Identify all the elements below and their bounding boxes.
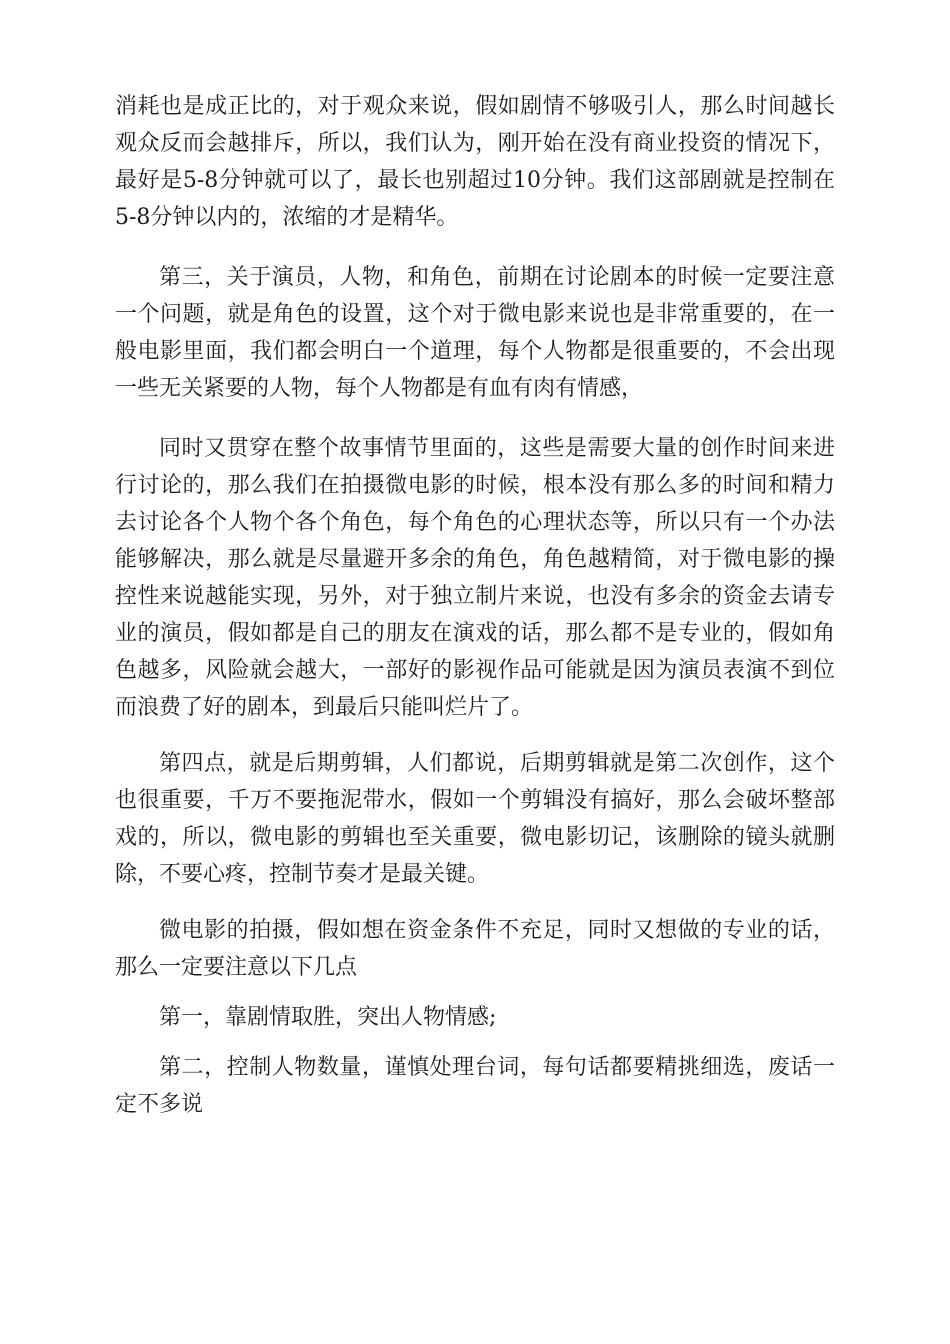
paragraph-3: 同时又贯穿在整个故事情节里面的，这些是需要大量的创作时间来进行讨论的，那么我们在拍摄微电影的时候，根本没有那么多的时间和精力去讨论各个人物个各个角色，每个角色的心理状态等，所以只有一个办法能够解决，那么就是尽量避开多余的角色，角色越精简，对于微电影的操控性来说越能实现，另外，对于独立制片来说，也没有多余的资金去请专业的演员，假如都是自己的朋友在演戏的话，那么都不是专业的，假如角色越多，风险就会越大，一部好的影视作品可能就是因为演员表演不到位而浪费了好的剧本，到最后只能叫烂片了。 bbox=[115, 436, 835, 720]
paragraph-5: 微电影的拍摄，假如想在资金条件不充足，同时又想做的专业的话，那么一定要注意以下几点 bbox=[115, 918, 835, 980]
document-body bbox=[115, 88, 835, 1123]
paragraph-1: 消耗也是成正比的，对于观众来说，假如剧情不够吸引人，那么时间越长观众反而会越排斥，所以，我们认为，刚开始在没有商业投资的情况下，最好是5-8分钟就可以了，最长也别超过10分钟。我们这部剧就是控制在5-8分钟以内的，浓缩的才是精华。 bbox=[115, 94, 835, 230]
paragraph-2: 第三，关于演员，人物，和角色，前期在讨论剧本的时候一定要注意一个问题，就是角色的设置，这个对于微电影来说也是非常重要的，在一般电影里面，我们都会明白一个道理，每个人物都是很重要的，不会出现一些无关紧要的人物，每个人物都是有血有肉有情感， bbox=[115, 265, 835, 401]
paragraph-6: 第一，靠剧情取胜，突出人物情感; bbox=[159, 1005, 497, 1030]
paragraph-4: 第四点，就是后期剪辑，人们都说，后期剪辑就是第二次创作，这个也很重要，千万不要拖泥带水，假如一个剪辑没有搞好，那么会破坏整部戏的，所以，微电影的剪辑也至关重要，微电影切记，该删除的镜头就删除，不要心疼，控制节奏才是最关键。 bbox=[115, 751, 835, 887]
paragraph-7: 第二，控制人物数量，谨慎处理台词，每句话都要精挑细选，废话一定不多说 bbox=[115, 1055, 835, 1117]
